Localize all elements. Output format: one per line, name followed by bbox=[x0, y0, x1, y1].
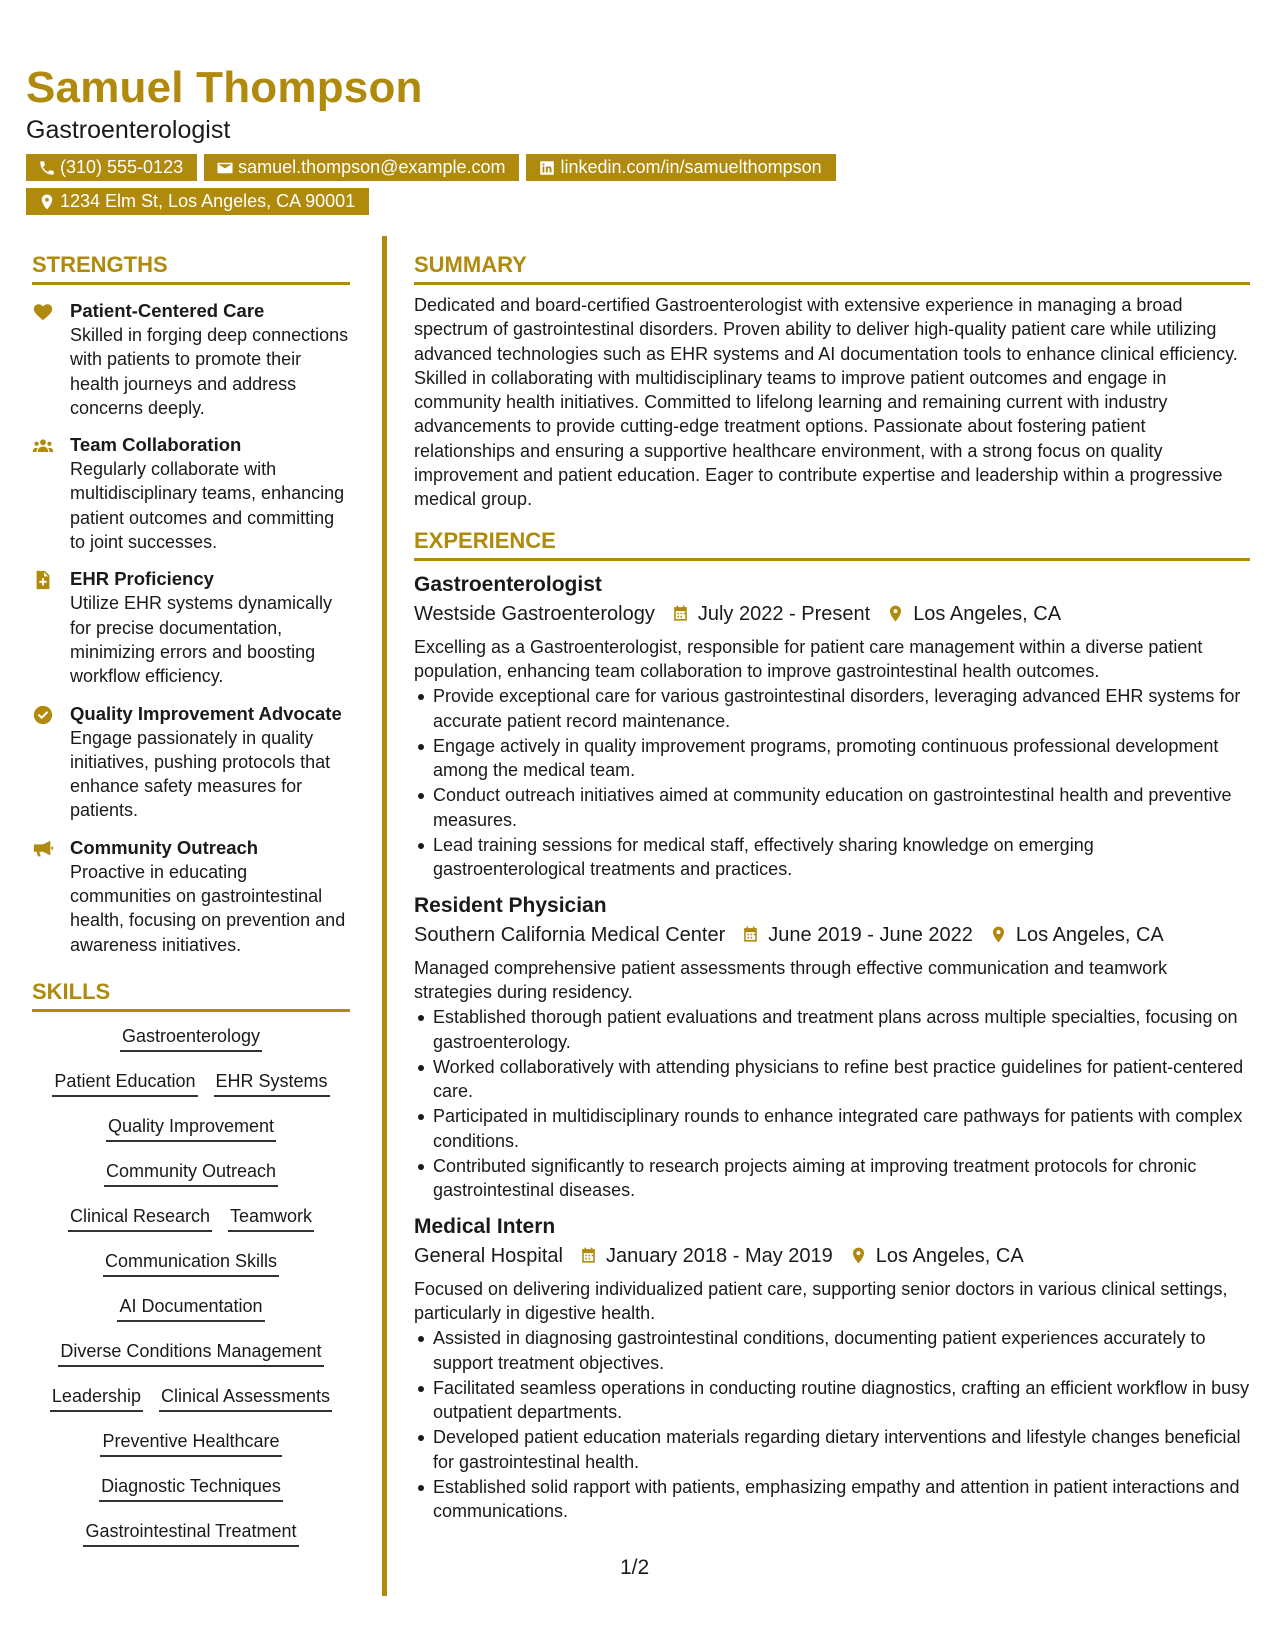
skill-tag: Diverse Conditions Management bbox=[58, 1339, 323, 1367]
map-pin-icon bbox=[38, 193, 56, 211]
job-description: Managed comprehensive patient assessments through effective communication and teamwork strategies during residency. bbox=[414, 957, 1168, 1002]
skill-tag: Diagnostic Techniques bbox=[99, 1474, 283, 1502]
job-company: Southern California Medical Center bbox=[414, 923, 726, 946]
job-bullets bbox=[414, 684, 1250, 881]
job-bullets bbox=[414, 1326, 1250, 1523]
envelope-icon bbox=[216, 159, 234, 177]
linkedin-icon bbox=[538, 159, 556, 177]
job-bullet: Facilitated seamless operations in conducting routine diagnostics, crafting an efficient workflow in busy outpatient departments. bbox=[414, 1376, 1250, 1425]
contact-address-text: 1234 Elm St, Los Angeles, CA 90001 bbox=[60, 191, 356, 211]
resume-header bbox=[26, 62, 1246, 222]
strength-description: Skilled in forging deep connections with patients to promote their health journeys and address concerns deeply. bbox=[70, 325, 349, 418]
calendar-icon bbox=[579, 1246, 598, 1265]
job-entry bbox=[414, 571, 1250, 882]
summary-text: Dedicated and board-certified Gastroenterologist with extensive experience in managing a broad spectrum of gastrointestinal disorders. Proven ability to deliver high-quality patient care while utilizing advanced technologies such as EHR systems and AI documentation tools to enhance clinical efficiency. Skilled in collaborating with multidisciplinary teams to improve patient outcomes and engage in community health initiatives. Committed to lifelong learning and remaining current with industry advancements to provide cutting-edge treatment options. Passionate about fostering patient relationships and ensuring a supportive healthcare environment, with a strong focus on quality improvement and patient education. Eager to contribute expertise and leadership within a progressive medical group. bbox=[414, 295, 1238, 510]
map-pin-icon bbox=[989, 925, 1008, 944]
job-location: Los Angeles, CA bbox=[1015, 923, 1164, 946]
summary-heading: SUMMARY bbox=[414, 252, 1250, 285]
right-column bbox=[414, 252, 1250, 1525]
job-location: Los Angeles, CA bbox=[913, 602, 1062, 625]
job-meta bbox=[414, 921, 1250, 949]
experience-heading: EXPERIENCE bbox=[414, 528, 1250, 561]
strength-item bbox=[32, 433, 350, 554]
skill-tag: Gastroenterology bbox=[120, 1024, 262, 1052]
skill-tag: Gastrointestinal Treatment bbox=[83, 1519, 298, 1547]
skill-tag: Clinical Assessments bbox=[159, 1384, 332, 1412]
map-pin-icon bbox=[886, 604, 905, 623]
job-meta bbox=[414, 1242, 1250, 1270]
strength-item bbox=[32, 702, 350, 823]
skill-tag: Clinical Research bbox=[68, 1204, 212, 1232]
skill-tag: Quality Improvement bbox=[106, 1114, 276, 1142]
job-bullet: Worked collaboratively with attending physicians to refine best practice guidelines for patient-centered care. bbox=[414, 1055, 1250, 1104]
contact-phone-text: (310) 555-0123 bbox=[60, 157, 184, 177]
job-location: Los Angeles, CA bbox=[875, 1244, 1024, 1267]
job-bullet: Established thorough patient evaluations and treatment plans across multiple specialties, focusing on gastroenterology. bbox=[414, 1005, 1250, 1054]
job-bullet: Established solid rapport with patients, emphasizing empathy and attention in patient interactions and communications. bbox=[414, 1475, 1250, 1524]
job-bullet: Contributed significantly to research projects aiming at improving treatment protocols for chronic gastrointestinal diseases. bbox=[414, 1154, 1250, 1203]
job-description: Focused on delivering individualized patient care, supporting senior doctors in various clinical settings, particularly in digestive health. bbox=[414, 1278, 1228, 1323]
strengths-heading: STRENGTHS bbox=[32, 252, 350, 285]
job-bullet: Provide exceptional care for various gastrointestinal disorders, leveraging advanced EHR systems for accurate patient record maintenance. bbox=[414, 684, 1250, 733]
phone-icon bbox=[38, 159, 56, 177]
skill-tag: Leadership bbox=[50, 1384, 143, 1412]
strength-heading: Community Outreach bbox=[70, 836, 259, 858]
skills-list bbox=[32, 1024, 350, 1564]
job-bullet: Developed patient education materials regarding dietary interventions and lifestyle changes beneficial for gastrointestinal health. bbox=[414, 1425, 1250, 1474]
candidate-title: Gastroenterologist bbox=[26, 116, 231, 144]
left-column bbox=[32, 252, 350, 1564]
strength-heading: EHR Proficiency bbox=[70, 568, 214, 590]
strength-item bbox=[32, 836, 350, 957]
strength-description: Utilize EHR systems dynamically for precise documentation, minimizing errors and boosting workflow efficiency. bbox=[70, 593, 333, 687]
skill-tag: Communication Skills bbox=[103, 1249, 279, 1277]
strengths-list bbox=[32, 299, 350, 957]
job-company: Westside Gastroenterology bbox=[414, 602, 655, 625]
calendar-icon bbox=[741, 925, 760, 944]
skill-tag: Teamwork bbox=[228, 1204, 314, 1232]
job-bullet: Participated in multidisciplinary rounds to enhance integrated care pathways for patients with complex conditions. bbox=[414, 1104, 1250, 1153]
job-dates: January 2018 - May 2019 bbox=[605, 1244, 833, 1267]
job-title: Resident Physician bbox=[414, 893, 607, 917]
map-pin-icon bbox=[849, 1246, 868, 1265]
job-bullet: Assisted in diagnosing gastrointestinal conditions, documenting patient experiences accurately to support treatment objectives. bbox=[414, 1326, 1250, 1375]
strength-heading: Team Collaboration bbox=[70, 434, 242, 456]
skill-tag: Community Outreach bbox=[104, 1159, 278, 1187]
job-title: Gastroenterologist bbox=[414, 572, 602, 596]
contact-bar bbox=[26, 154, 926, 222]
strength-item bbox=[32, 567, 350, 688]
contact-linkedin-text: linkedin.com/in/samuelthompson bbox=[560, 157, 822, 177]
job-bullets bbox=[414, 1005, 1250, 1202]
page-number: 1/2 bbox=[620, 1556, 650, 1579]
job-dates: July 2022 - Present bbox=[697, 602, 871, 625]
strength-description: Proactive in educating communities on gastrointestinal health, focusing on prevention and awareness initiatives. bbox=[70, 861, 346, 955]
contact-email-text: samuel.thompson@example.com bbox=[238, 157, 506, 177]
medical-file-icon bbox=[32, 569, 54, 591]
skill-tag: AI Documentation bbox=[117, 1294, 264, 1322]
job-meta bbox=[414, 600, 1250, 628]
calendar-icon bbox=[671, 604, 690, 623]
strength-heading: Quality Improvement Advocate bbox=[70, 702, 342, 724]
job-entry bbox=[414, 1213, 1250, 1524]
skill-tag: Preventive Healthcare bbox=[100, 1429, 281, 1457]
job-description: Excelling as a Gastroenterologist, responsible for patient care management within a diverse patient population, enhancing team collaboration to improve gastrointestinal health outcomes. bbox=[414, 636, 1203, 681]
check-circle-icon bbox=[32, 704, 54, 726]
contact-linkedin[interactable] bbox=[526, 154, 835, 181]
heart-icon bbox=[32, 301, 54, 323]
users-icon bbox=[32, 435, 54, 457]
skill-tag: EHR Systems bbox=[214, 1069, 330, 1097]
job-entry bbox=[414, 892, 1250, 1203]
skill-tag: Patient Education bbox=[52, 1069, 197, 1097]
job-bullet: Conduct outreach initiatives aimed at community education on gastrointestinal health and preventive measures. bbox=[414, 783, 1250, 832]
contact-address bbox=[26, 188, 369, 215]
candidate-name: Samuel Thompson bbox=[26, 63, 423, 112]
strength-description: Engage passionately in quality initiatives, pushing protocols that enhance safety measures for patients. bbox=[70, 727, 331, 821]
contact-email[interactable] bbox=[204, 154, 519, 181]
column-divider bbox=[382, 236, 387, 1596]
job-bullet: Lead training sessions for medical staff, effectively sharing knowledge on emerging gastroenterological treatments and practices. bbox=[414, 833, 1250, 882]
strength-heading: Patient-Centered Care bbox=[70, 300, 265, 321]
job-company: General Hospital bbox=[414, 1244, 563, 1267]
job-bullet: Engage actively in quality improvement programs, promoting continuous professional development among the medical team. bbox=[414, 734, 1250, 783]
job-title: Medical Intern bbox=[414, 1214, 556, 1238]
megaphone-icon bbox=[32, 838, 54, 860]
strength-item bbox=[32, 299, 350, 420]
job-dates: June 2019 - June 2022 bbox=[768, 923, 973, 946]
strength-description: Regularly collaborate with multidisciplinary teams, enhancing patient outcomes and committing to joint successes. bbox=[70, 459, 345, 553]
contact-phone[interactable] bbox=[26, 154, 197, 181]
skills-heading: SKILLS bbox=[32, 979, 350, 1012]
